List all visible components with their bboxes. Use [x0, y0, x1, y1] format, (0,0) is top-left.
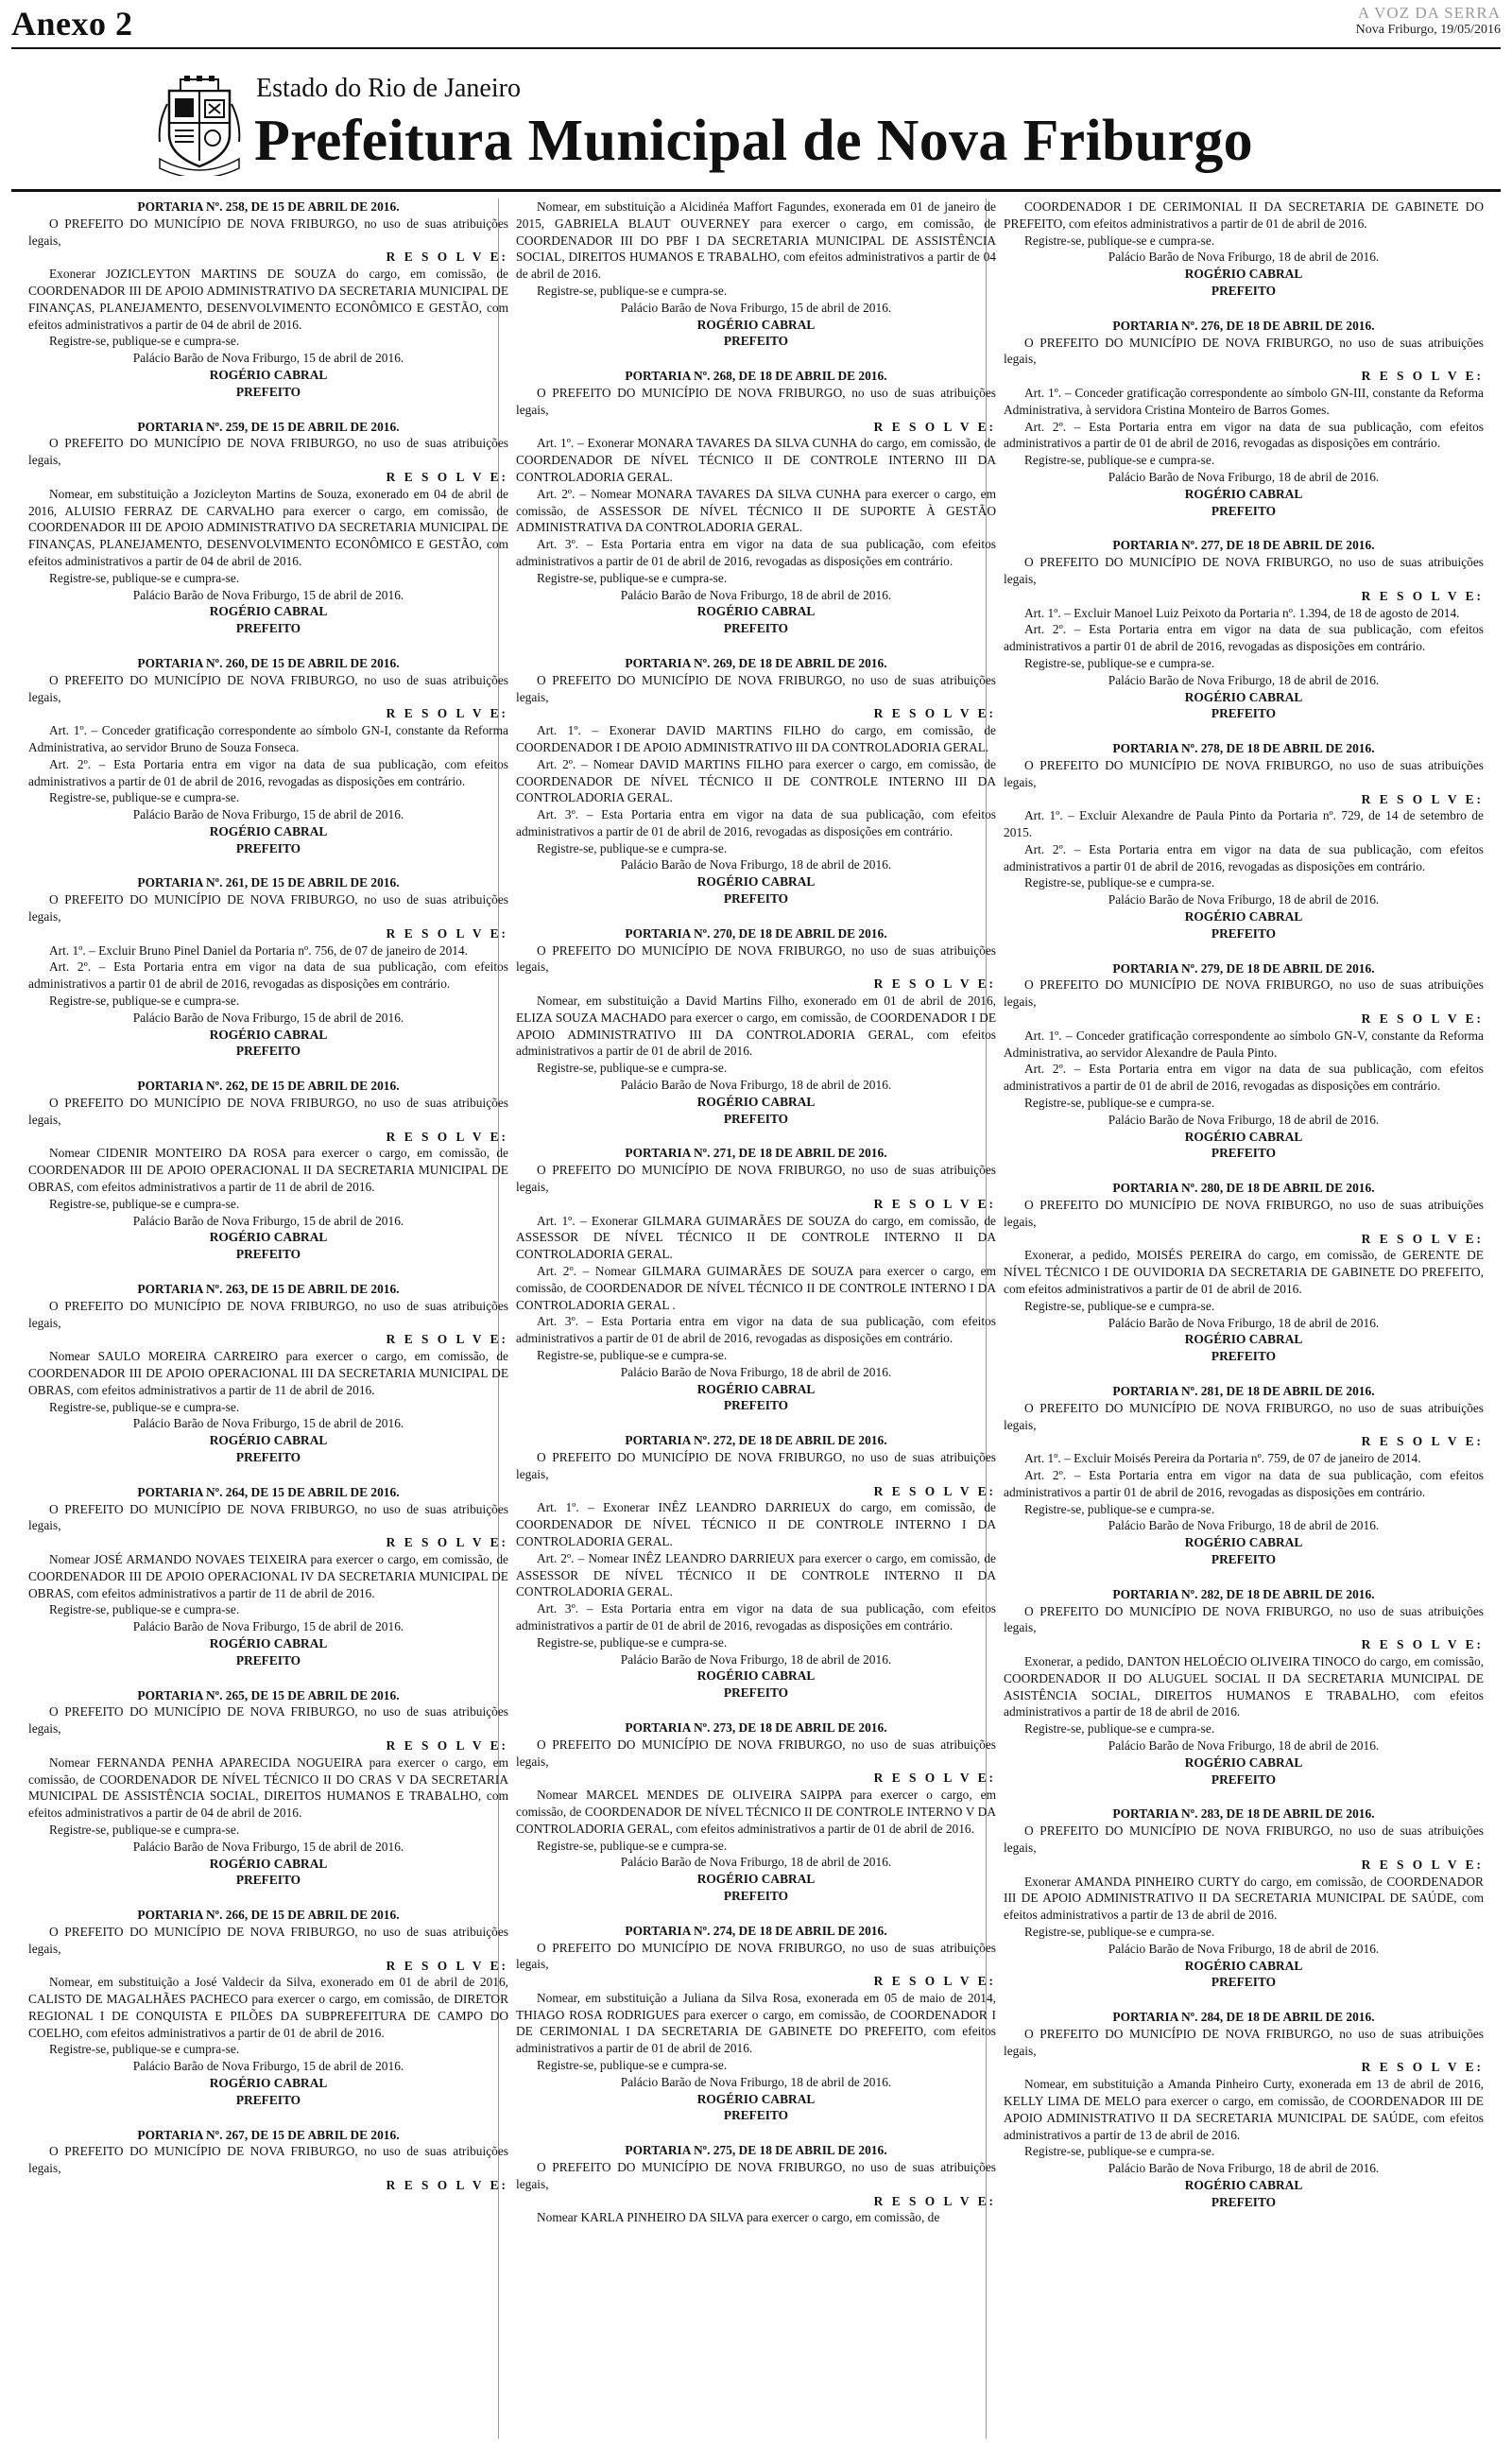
portaria-title: PORTARIA Nº. 280, DE 18 DE ABRIL DE 2016.	[1112, 1181, 1375, 1196]
signer-name: ROGÉRIO CABRAL	[1184, 909, 1303, 925]
portaria-title: PORTARIA Nº. 283, DE 18 DE ABRIL DE 2016.	[1112, 1806, 1375, 1822]
portaria-title: PORTARIA Nº. 258, DE 15 DE ABRIL DE 2016.	[137, 199, 400, 214]
portaria-entry	[1004, 1180, 1484, 1365]
portaria-article: Art. 1º. – Excluir Alexandre de Paula Pinto da Portaria nº. 729, de 14 de setembro de 2015.	[1004, 808, 1484, 840]
portaria-title: PORTARIA Nº. 260, DE 15 DE ABRIL DE 2016.	[137, 655, 400, 670]
palace-date: Palácio Barão de Nova Friburgo, 15 de abril de 2016.	[132, 1416, 404, 1431]
signer-name: ROGÉRIO CABRAL	[1184, 2178, 1303, 2193]
palace-date: Palácio Barão de Nova Friburgo, 18 de abril de 2016.	[1108, 469, 1380, 484]
page-header	[0, 0, 1512, 55]
signer-name: ROGÉRIO CABRAL	[1184, 1535, 1303, 1550]
portaria-intro: O PREFEITO DO MUNICÍPIO DE NOVA FRIBURGO, no uso de suas atribuições legais,	[1004, 1603, 1484, 1635]
resolve-heading: R E S O L V E:	[873, 976, 996, 992]
resolve-heading: R E S O L V E:	[1361, 2060, 1484, 2075]
resolve-heading: R E S O L V E:	[1361, 1011, 1484, 1027]
closing-line: Registre-se, publique-se e cumpra-se.	[49, 790, 240, 805]
portaria-entry	[1004, 2009, 1484, 2211]
portaria-article: Exonerar, a pedido, DANTON HELOÉCIO OLIVEIRA TINOCO do cargo, em comissão, COORDENADOR II DO ALUGUEL SOCIAL II DA SECRETARIA MUNICIPAL DE ASISTÊNCIA SOCIAL, DIREITOS HUMANOS E TRABALHO, com efeitos administrativos a partir de 18 de abril de 2016.	[1004, 1653, 1484, 1720]
palace-date: Palácio Barão de Nova Friburgo, 18 de abril de 2016.	[620, 857, 892, 873]
header-rule	[11, 47, 1501, 49]
closing-line: Registre-se, publique-se e cumpra-se.	[1024, 453, 1215, 468]
portaria-entry	[516, 368, 996, 637]
resolve-heading: R E S O L V E:	[873, 706, 996, 721]
portaria-intro: O PREFEITO DO MUNICÍPIO DE NOVA FRIBURGO, no uso de suas atribuições legais,	[516, 672, 996, 704]
portaria-intro: O PREFEITO DO MUNICÍPIO DE NOVA FRIBURGO, no uso de suas atribuições legais,	[516, 1163, 996, 1195]
portaria-title: PORTARIA Nº. 284, DE 18 DE ABRIL DE 2016.	[1112, 2010, 1375, 2025]
portaria-article: Art. 2º. – Nomear DAVID MARTINS FILHO para exercer o cargo, em comissão, de COORDENADOR DE NÍVEL TÉCNICO II DE CONTROLE INTERNO III DA CONTROLADORIA GERAL.	[516, 756, 996, 805]
annex-label: Anexo 2	[11, 5, 133, 43]
signer-role: PREFEITO	[235, 1873, 301, 1888]
signer-role: PREFEITO	[1211, 503, 1277, 518]
closing-line: Registre-se, publique-se e cumpra-se.	[537, 1061, 728, 1076]
resolve-heading: R E S O L V E:	[1361, 1637, 1484, 1652]
signer-role: PREFEITO	[723, 1888, 789, 1903]
signer-name: ROGÉRIO CABRAL	[209, 1027, 328, 1042]
signer-name: ROGÉRIO CABRAL	[1184, 689, 1303, 704]
portaria-entry	[1004, 1806, 1484, 1991]
closing-line: Registre-se, publique-se e cumpra-se.	[537, 1838, 728, 1853]
closing-line: Registre-se, publique-se e cumpra-se.	[537, 570, 728, 585]
portaria-article: COORDENADOR I DE CERIMONIAL II DA SECRETARIA DE GABINETE DO PREFEITO, com efeitos administrativos a partir de 01 de abril de 2016.	[1004, 199, 1484, 231]
palace-date: Palácio Barão de Nova Friburgo, 18 de abril de 2016.	[620, 1364, 892, 1379]
portaria-title: PORTARIA Nº. 272, DE 18 DE ABRIL DE 2016.	[625, 1433, 887, 1448]
resolve-heading: R E S O L V E:	[386, 1958, 508, 1973]
palace-date: Palácio Barão de Nova Friburgo, 18 de abril de 2016.	[1108, 892, 1380, 907]
portaria-title: PORTARIA Nº. 264, DE 15 DE ABRIL DE 2016.	[137, 1484, 400, 1499]
portaria-intro: O PREFEITO DO MUNICÍPIO DE NOVA FRIBURGO, no uso de suas atribuições legais,	[28, 1924, 508, 1956]
closing-line: Registre-se, publique-se e cumpra-se.	[1024, 2144, 1215, 2159]
palace-date: Palácio Barão de Nova Friburgo, 18 de abril de 2016.	[1108, 1737, 1380, 1753]
portaria-entry	[516, 1432, 996, 1702]
portaria-article: Art. 1º. – Excluir Manoel Luiz Peixoto da Portaria nº. 1.394, de 18 de agosto de 2014.	[1024, 605, 1460, 620]
signer-role: PREFEITO	[723, 1111, 789, 1126]
portaria-entry	[516, 1145, 996, 1414]
palace-date: Palácio Barão de Nova Friburgo, 15 de abril de 2016.	[132, 351, 404, 366]
closing-line: Registre-se, publique-se e cumpra-se.	[49, 2042, 240, 2057]
resolve-heading: R E S O L V E:	[1361, 1231, 1484, 1246]
resolve-heading: R E S O L V E:	[1361, 588, 1484, 603]
closing-line: Registre-se, publique-se e cumpra-se.	[1024, 1924, 1215, 1939]
coat-of-arms-icon	[156, 76, 243, 176]
portaria-article: Nomear, em substituição a Juliana da Silva Rosa, exonerada em 05 de maio de 2014, THIAGO ROSA RODRIGUES para exercer o cargo, em comissão, de COORDENADOR I DE CERIMONIAL I DA SECRETARIA DE GABINETE DO PREFEITO, com efeitos administrativos a partir de 01 de abril de 2016.	[516, 1990, 996, 2056]
portaria-intro: O PREFEITO DO MUNICÍPIO DE NOVA FRIBURGO, no uso de suas atribuições legais,	[1004, 757, 1484, 789]
closing-line: Registre-se, publique-se e cumpra-se.	[1024, 1501, 1215, 1516]
portaria-entry	[1004, 960, 1484, 1163]
closing-line: Registre-se, publique-se e cumpra-se.	[1024, 655, 1215, 670]
signer-name: ROGÉRIO CABRAL	[696, 1094, 816, 1109]
resolve-heading: R E S O L V E:	[386, 1332, 508, 1347]
signer-role: PREFEITO	[723, 2108, 789, 2123]
portaria-entry	[1004, 1586, 1484, 1789]
resolve-heading: R E S O L V E:	[873, 419, 996, 434]
resolve-heading: R E S O L V E:	[386, 250, 508, 265]
palace-date: Palácio Barão de Nova Friburgo, 18 de abril de 2016.	[1108, 1518, 1380, 1533]
portaria-article: Art. 3º. – Esta Portaria entra em vigor na data de sua publicação, com efeitos administrativos a partir de 01 de abril de 2016, revogadas as disposições em contrário.	[516, 537, 996, 568]
closing-line: Registre-se, publique-se e cumpra-se.	[49, 1196, 240, 1211]
text-column-3	[1004, 199, 1484, 2446]
portaria-article: Art. 2º. – Esta Portaria entra em vigor na data de sua publicação, com efeitos administrativos a partir de 01 de abril de 2016, revogadas as disposições em contrário.	[1004, 419, 1484, 451]
portaria-title: PORTARIA Nº. 281, DE 18 DE ABRIL DE 2016.	[1112, 1384, 1375, 1398]
palace-date: Palácio Barão de Nova Friburgo, 15 de abril de 2016.	[132, 587, 404, 602]
portaria-title: PORTARIA Nº. 270, DE 18 DE ABRIL DE 2016.	[625, 925, 887, 941]
portaria-intro: O PREFEITO DO MUNICÍPIO DE NOVA FRIBURGO, no uso de suas atribuições legais,	[28, 672, 508, 704]
portaria-article: Art. 3º. – Esta Portaria entra em vigor na data de sua publicação, com efeitos administrativos a partir de 01 de abril de 2016, revogadas as disposições em contrário.	[516, 1601, 996, 1633]
portaria-entry	[28, 419, 508, 637]
portaria-intro: O PREFEITO DO MUNICÍPIO DE NOVA FRIBURGO, no uso de suas atribuições legais,	[1004, 2026, 1484, 2058]
resolve-heading: R E S O L V E:	[386, 2178, 508, 2193]
portaria-article: Art. 1º. – Excluir Bruno Pinel Daniel da Portaria nº. 756, de 07 de janeiro de 2014.	[49, 942, 469, 958]
signer-role: PREFEITO	[235, 384, 301, 399]
resolve-heading: R E S O L V E:	[386, 925, 508, 941]
signer-name: ROGÉRIO CABRAL	[209, 2076, 328, 2091]
portaria-title: PORTARIA Nº. 262, DE 15 DE ABRIL DE 2016.	[137, 1079, 400, 1094]
signer-name: ROGÉRIO CABRAL	[696, 1668, 816, 1684]
signer-role: PREFEITO	[1211, 1771, 1277, 1787]
portaria-article: Art. 2º. – Esta Portaria entra em vigor na data de sua publicação, com efeitos administrativos a partir 01 de abril de 2016, revogadas as disposições em contrário.	[1004, 1467, 1484, 1499]
portaria-intro: O PREFEITO DO MUNICÍPIO DE NOVA FRIBURGO, no uso de suas atribuições legais,	[28, 1501, 508, 1533]
portaria-title: PORTARIA Nº. 282, DE 18 DE ABRIL DE 2016.	[1112, 1586, 1375, 1601]
palace-date: Palácio Barão de Nova Friburgo, 18 de abril de 2016.	[1108, 2161, 1380, 2176]
closing-line: Registre-se, publique-se e cumpra-se.	[1024, 1096, 1215, 1111]
portaria-title: PORTARIA Nº. 271, DE 18 DE ABRIL DE 2016.	[625, 1146, 887, 1161]
portaria-title: PORTARIA Nº. 276, DE 18 DE ABRIL DE 2016.	[1112, 318, 1375, 333]
signer-role: PREFEITO	[1211, 283, 1277, 298]
portaria-article: Art. 1º. – Exonerar DAVID MARTINS FILHO do cargo, em comissão, de COORDENADOR I DE APOIO ADMINISTRATIVO III DA CONTROLADORIA GERAL.	[516, 723, 996, 754]
signer-role: PREFEITO	[235, 1652, 301, 1668]
resolve-heading: R E S O L V E:	[386, 469, 508, 484]
portaria-intro: O PREFEITO DO MUNICÍPIO DE NOVA FRIBURGO, no uso de suas atribuições legais,	[1004, 1400, 1484, 1432]
closing-line: Registre-se, publique-se e cumpra-se.	[49, 1822, 240, 1837]
portaria-title: PORTARIA Nº. 273, DE 18 DE ABRIL DE 2016.	[625, 1720, 887, 1735]
portaria-article: Art. 1º. – Exonerar GILMARA GUIMARÃES DE SOUZA do cargo, em comissão, de ASSESSOR DE NÍVEL TÉCNICO II DE CONTROLE INTERNO II DA CONTROLADORIA GERAL.	[516, 1213, 996, 1262]
resolve-heading: R E S O L V E:	[386, 1129, 508, 1144]
signer-name: ROGÉRIO CABRAL	[209, 604, 328, 619]
portaria-entry	[516, 655, 996, 907]
portaria-title: PORTARIA Nº. 274, DE 18 DE ABRIL DE 2016.	[625, 1923, 887, 1938]
portaria-article: Exonerar, a pedido, MOISÉS PEREIRA do cargo, em comissão, de GERENTE DE NÍVEL TÉCNICO I DE OUVIDORIA DA SECRETARIA DE GABINETE DO PREFEITO, com efeitos administrativos a partir de 01 de abril de 2016.	[1004, 1248, 1484, 1297]
signer-role: PREFEITO	[235, 1449, 301, 1464]
portaria-entry	[28, 1687, 508, 1890]
portaria-entry	[28, 874, 508, 1060]
portaria-title: PORTARIA Nº. 259, DE 15 DE ABRIL DE 2016.	[137, 419, 400, 434]
closing-line: Registre-se, publique-se e cumpra-se.	[1024, 1298, 1215, 1313]
palace-date: Palácio Barão de Nova Friburgo, 18 de abril de 2016.	[620, 1651, 892, 1667]
signer-name: ROGÉRIO CABRAL	[1184, 1958, 1303, 1973]
signer-name: ROGÉRIO CABRAL	[696, 874, 816, 890]
palace-date: Palácio Barão de Nova Friburgo, 15 de abril de 2016.	[132, 1010, 404, 1025]
portaria-article: Art. 1º. – Conceder gratificação correspondente ao símbolo GN-V, constante da Reforma Administrativa, ao servidor Alexandre de Paula Pinto.	[1004, 1028, 1484, 1060]
signer-name: ROGÉRIO CABRAL	[209, 823, 328, 838]
portaria-intro: O PREFEITO DO MUNICÍPIO DE NOVA FRIBURGO, no uso de suas atribuições legais,	[1004, 555, 1484, 586]
portaria-article: Nomear KARLA PINHEIRO DA SILVA para exercer o cargo, em comissão, de	[537, 2210, 940, 2225]
palace-date: Palácio Barão de Nova Friburgo, 18 de abril de 2016.	[1108, 1315, 1380, 1330]
signer-role: PREFEITO	[723, 1398, 789, 1413]
portaria-intro: O PREFEITO DO MUNICÍPIO DE NOVA FRIBURGO, no uso de suas atribuições legais,	[516, 942, 996, 975]
portaria-article: Art. 1º. – Conceder gratificação correspondente ao símbolo GN-III, constante da Reforma Administrativa, à servidora Cristina Monteiro de Barros Gomes.	[1004, 385, 1484, 417]
signer-name: ROGÉRIO CABRAL	[1184, 267, 1303, 282]
signer-name: ROGÉRIO CABRAL	[1184, 486, 1303, 501]
portaria-article: Art. 2º. – Esta Portaria entra em vigor na data de sua publicação, com efeitos administrativos a partir de 01 de abril de 2016, revogadas as disposições em contrário.	[28, 756, 508, 788]
signer-name: ROGÉRIO CABRAL	[696, 604, 816, 619]
palace-date: Palácio Barão de Nova Friburgo, 18 de abril de 2016.	[620, 1855, 892, 1870]
signer-name: ROGÉRIO CABRAL	[209, 367, 328, 382]
portaria-intro: O PREFEITO DO MUNICÍPIO DE NOVA FRIBURGO, no uso de suas atribuições legais,	[1004, 1823, 1484, 1855]
portaria-article: Art. 1º. – Exonerar MONARA TAVARES DA SILVA CUNHA do cargo, em comissão, de COORDENADOR DE NÍVEL TÉCNICO II DE CONTROLE INTERNO III DA CONTROLADORIA GERAL.	[516, 436, 996, 484]
signer-name: ROGÉRIO CABRAL	[696, 317, 816, 332]
portaria-entry	[1004, 740, 1484, 942]
portaria-entry	[28, 1484, 508, 1669]
portaria-article: Nomear, em substituição a David Martins Filho, exonerado em 01 de abril de 2016, ELIZA SOUZA MACHADO para exercer o cargo, em comissão, de COORDENADOR I DE APOIO ADMINISTRATIVO III DA CONTROLADORIA GERAL, com efeitos administrativos a partir de 01 de abril de 2016.	[516, 994, 996, 1059]
resolve-heading: R E S O L V E:	[1361, 1434, 1484, 1449]
portaria-title: PORTARIA Nº. 266, DE 15 DE ABRIL DE 2016.	[137, 1908, 400, 1923]
closing-line: Registre-se, publique-se e cumpra-se.	[1024, 233, 1215, 248]
palace-date: Palácio Barão de Nova Friburgo, 15 de abril de 2016.	[132, 807, 404, 822]
signer-name: ROGÉRIO CABRAL	[696, 1381, 816, 1396]
portaria-article: Art. 2º. – Esta Portaria entra em vigor na data de sua publicação, com efeitos administrativos a partir 01 de abril de 2016, revogadas as disposições em contrário.	[1004, 841, 1484, 873]
signer-role: PREFEITO	[235, 1247, 301, 1262]
closing-line: Registre-se, publique-se e cumpra-se.	[537, 840, 728, 855]
signer-role: PREFEITO	[1211, 706, 1277, 721]
closing-line: Registre-se, publique-se e cumpra-se.	[1024, 875, 1215, 890]
palace-date: Palácio Barão de Nova Friburgo, 15 de abril de 2016.	[132, 2059, 404, 2074]
newspaper-date: Nova Friburgo, 19/05/2016	[1355, 23, 1501, 37]
portaria-entry	[28, 1078, 508, 1263]
portaria-intro: O PREFEITO DO MUNICÍPIO DE NOVA FRIBURGO, no uso de suas atribuições legais,	[28, 892, 508, 925]
signer-role: PREFEITO	[723, 334, 789, 349]
portaria-title: PORTARIA Nº. 279, DE 18 DE ABRIL DE 2016.	[1112, 960, 1375, 976]
portaria-article: Nomear, em substituição a Amanda Pinheiro Curty, exonerada em 13 de abril de 2016, KELLY LIMA DE MELO para exercer o cargo, em comissão, de COORDENADOR III DE APOIO ADMINISTRATIVO II DA SECRETARIA MUNICIPAL DE SAÚDE, com efeitos administrativos a partir de 13 de abril de 2016.	[1004, 2077, 1484, 2142]
resolve-heading: R E S O L V E:	[386, 1535, 508, 1550]
palace-date: Palácio Barão de Nova Friburgo, 18 de abril de 2016.	[620, 2074, 892, 2089]
signer-name: ROGÉRIO CABRAL	[696, 2091, 816, 2106]
portaria-article: Art. 2º. – Nomear INÊZ LEANDRO DARRIEUX para exercer o cargo, em comissão, de ASSESSOR DE NÍVEL TÉCNICO II DE CONTROLE INTERNO II DA CONTROLADORIA GERAL.	[516, 1550, 996, 1599]
portaria-article: Art. 2º. – Nomear MONARA TAVARES DA SILVA CUNHA para exercer o cargo, em comissão, de ASSESSOR DE NÍVEL TÉCNICO II DE SUPORTE À GESTÃO ADMINISTRATIVA DA CONTROLADORIA GERAL.	[516, 486, 996, 535]
portaria-intro: O PREFEITO DO MUNICÍPIO DE NOVA FRIBURGO, no uso de suas atribuições legais,	[1004, 977, 1484, 1010]
closing-line: Registre-se, publique-se e cumpra-se.	[49, 1602, 240, 1617]
signer-name: ROGÉRIO CABRAL	[209, 1230, 328, 1245]
closing-line: Registre-se, publique-se e cumpra-se.	[49, 994, 240, 1009]
signer-name: ROGÉRIO CABRAL	[1184, 1754, 1303, 1770]
portaria-intro: O PREFEITO DO MUNICÍPIO DE NOVA FRIBURGO, no uso de suas atribuições legais,	[1004, 1198, 1484, 1229]
portaria-article: Nomear JOSÉ ARMANDO NOVAES TEIXEIRA para exercer o cargo, em comissão, de COORDENADOR III DE APOIO OPERACIONAL IV DA SECRETARIA MUNICIPAL DE OBRAS, com efeitos administrativos a partir de 11 de abril de 2016.	[28, 1551, 508, 1600]
resolve-heading: R E S O L V E:	[386, 1737, 508, 1753]
portaria-article: Nomear, em substituição a Alcidinéa Maffort Fagundes, exonerada em 01 de janeiro de 2015, GABRIELA BLAUT OUVERNEY para exercer o cargo, em comissão, de COORDENADOR III DO PBF I DA SECRETARIA MUNICIPAL DE ASSISTÊNCIA SOCIAL, DIREITOS HUMANOS E TRABALHO, com efeitos administrativos a partir de 04 de abril de 2016.	[516, 199, 996, 282]
portaria-entry	[1004, 199, 1484, 300]
portaria-intro: O PREFEITO DO MUNICÍPIO DE NOVA FRIBURGO, no uso de suas atribuições legais,	[516, 1737, 996, 1769]
portaria-article: Art. 1º. – Excluir Moisés Pereira da Portaria nº. 759, de 07 de janeiro de 2014.	[1024, 1451, 1421, 1466]
signer-name: ROGÉRIO CABRAL	[696, 1872, 816, 1887]
portaria-entry	[516, 1720, 996, 1905]
portaria-article: Art. 3º. – Esta Portaria entra em vigor na data de sua publicação, com efeitos administrativos a partir de 01 de abril de 2016, revogadas as disposições em contrário.	[516, 807, 996, 838]
signer-name: ROGÉRIO CABRAL	[209, 1856, 328, 1871]
portaria-article: Art. 1º. – Conceder gratificação correspondente ao símbolo GN-I, constante da Reforma Administrativa, ao servidor Bruno de Souza Fonseca.	[28, 723, 508, 754]
portaria-intro: O PREFEITO DO MUNICÍPIO DE NOVA FRIBURGO, no uso de suas atribuições legais,	[28, 1704, 508, 1737]
palace-date: Palácio Barão de Nova Friburgo, 15 de abril de 2016.	[132, 1213, 404, 1228]
closing-line: Registre-se, publique-se e cumpra-se.	[537, 1348, 728, 1362]
portaria-article: Art. 2º. – Esta Portaria entra em vigor na data de sua publicação, com efeitos administrativos a partir 01 de abril de 2016, revogadas as disposições em contrário.	[28, 959, 508, 992]
portaria-intro: O PREFEITO DO MUNICÍPIO DE NOVA FRIBURGO, no uso de suas atribuições legais,	[516, 2160, 996, 2191]
palace-date: Palácio Barão de Nova Friburgo, 15 de abril de 2016.	[132, 1839, 404, 1854]
masthead-rule	[11, 189, 1501, 192]
portaria-intro: O PREFEITO DO MUNICÍPIO DE NOVA FRIBURGO, no uso de suas atribuições legais,	[28, 216, 508, 248]
portaria-intro: O PREFEITO DO MUNICÍPIO DE NOVA FRIBURGO, no uso de suas atribuições legais,	[516, 1449, 996, 1481]
portaria-article: Nomear, em substituição a Jozicleyton Martins de Souza, exonerado em 04 de abril de 2016, ALUISIO FERRAZ DE CARVALHO para exercer o cargo, em comissão, de COORDENADOR III DE APOIO ADMINISTRATIVO DA SECRETARIA MUNICIPAL DE FINANÇAS, PLANEJAMENTO, DESENVOLVIMENTO ECONÔMICO E GESTÃO, com efeitos administrativos a partir de 04 de abril de 2016.	[28, 486, 508, 568]
prefecture-title: Prefeitura Municipal de Nova Friburgo	[254, 109, 1253, 173]
signer-name: ROGÉRIO CABRAL	[209, 1433, 328, 1448]
portaria-entry	[1004, 1383, 1484, 1568]
newspaper-info	[1356, 4, 1501, 38]
masthead	[156, 68, 1356, 181]
signer-role: PREFEITO	[1211, 1975, 1277, 1990]
portaria-article: Art. 3º. – Esta Portaria entra em vigor na data de sua publicação, com efeitos administrativos a partir de 01 de abril de 2016, revogadas as disposições em contrário.	[516, 1314, 996, 1346]
portaria-entry	[28, 1281, 508, 1466]
signer-name: ROGÉRIO CABRAL	[209, 1635, 328, 1650]
signer-role: PREFEITO	[1211, 1551, 1277, 1566]
portaria-article: Nomear SAULO MOREIRA CARREIRO para exercer o cargo, em comissão, de COORDENADOR III DE APOIO OPERACIONAL III DA SECRETARIA MUNICIPAL DE OBRAS, com efeitos administrativos a partir de 11 de abril de 2016.	[28, 1349, 508, 1397]
portaria-entry	[516, 925, 996, 1128]
resolve-heading: R E S O L V E:	[1361, 791, 1484, 806]
portaria-intro: O PREFEITO DO MUNICÍPIO DE NOVA FRIBURGO, no uso de suas atribuições legais,	[516, 385, 996, 417]
signer-role: PREFEITO	[1211, 1349, 1277, 1364]
closing-line: Registre-se, publique-se e cumpra-se.	[49, 334, 240, 349]
portaria-entry	[516, 2142, 996, 2226]
resolve-heading: R E S O L V E:	[873, 1483, 996, 1498]
portaria-article: Art. 1º. – Exonerar INÊZ LEANDRO DARRIEUX do cargo, em comissão, de COORDENADOR DE NÍVEL TÉCNICO II DE CONTROLE INTERNO I DA CONTROLADORIA GERAL.	[516, 1500, 996, 1548]
portaria-article: Art. 2º. – Esta Portaria entra em vigor na data de sua publicação, com efeitos administrativos a partir de 01 de abril de 2016, revogadas as disposições em contrário.	[1004, 1062, 1484, 1094]
portaria-title: PORTARIA Nº. 277, DE 18 DE ABRIL DE 2016.	[1112, 538, 1375, 553]
portaria-intro: O PREFEITO DO MUNICÍPIO DE NOVA FRIBURGO, no uso de suas atribuições legais,	[516, 1940, 996, 1972]
signer-role: PREFEITO	[235, 621, 301, 636]
resolve-heading: R E S O L V E:	[1361, 1857, 1484, 1872]
closing-line: Registre-se, publique-se e cumpra-se.	[537, 1634, 728, 1650]
closing-line: Registre-se, publique-se e cumpra-se.	[49, 1399, 240, 1414]
palace-date: Palácio Barão de Nova Friburgo, 18 de abril de 2016.	[1108, 1941, 1380, 1956]
portaria-entry	[28, 655, 508, 857]
resolve-heading: R E S O L V E:	[873, 1771, 996, 1786]
portaria-entry	[1004, 318, 1484, 520]
portaria-intro: O PREFEITO DO MUNICÍPIO DE NOVA FRIBURGO, no uso de suas atribuições legais,	[28, 1298, 508, 1330]
signer-role: PREFEITO	[1211, 2194, 1277, 2209]
portaria-entry	[516, 1923, 996, 2125]
text-column-1	[28, 199, 508, 2446]
portaria-entry	[516, 199, 996, 350]
portaria-article: Exonerar AMANDA PINHEIRO CURTY do cargo, em comissão, de COORDENADOR III DE APOIO ADMINISTRATIVO II DA SECRETARIA MUNICIPAL DE SAÚDE, com efeitos administrativos a partir de 13 de abril de 2016.	[1004, 1874, 1484, 1923]
resolve-heading: R E S O L V E:	[873, 2193, 996, 2208]
palace-date: Palácio Barão de Nova Friburgo, 18 de abril de 2016.	[1108, 250, 1380, 265]
portaria-title: PORTARIA Nº. 269, DE 18 DE ABRIL DE 2016.	[625, 655, 887, 670]
palace-date: Palácio Barão de Nova Friburgo, 15 de abril de 2016.	[132, 1619, 404, 1634]
signer-role: PREFEITO	[1211, 925, 1277, 941]
signer-role: PREFEITO	[235, 840, 301, 855]
closing-line: Registre-se, publique-se e cumpra-se.	[1024, 1721, 1215, 1737]
text-column-2	[516, 199, 996, 2446]
portaria-title: PORTARIA Nº. 275, DE 18 DE ABRIL DE 2016.	[625, 2143, 887, 2158]
newspaper-name: A VOZ DA SERRA	[1357, 4, 1501, 22]
palace-date: Palácio Barão de Nova Friburgo, 18 de abril de 2016.	[620, 1078, 892, 1093]
portaria-title: PORTARIA Nº. 261, DE 15 DE ABRIL DE 2016.	[137, 875, 400, 890]
portaria-title: PORTARIA Nº. 268, DE 18 DE ABRIL DE 2016.	[625, 369, 887, 384]
resolve-heading: R E S O L V E:	[1361, 369, 1484, 384]
palace-date: Palácio Barão de Nova Friburgo, 18 de abril de 2016.	[1108, 672, 1380, 687]
portaria-entry	[1004, 537, 1484, 722]
closing-line: Registre-se, publique-se e cumpra-se.	[49, 570, 240, 585]
palace-date: Palácio Barão de Nova Friburgo, 18 de abril de 2016.	[620, 587, 892, 602]
signer-name: ROGÉRIO CABRAL	[1184, 1129, 1303, 1144]
portaria-article: Nomear, em substituição a José Valdecir da Silva, exonerado em 01 de abril de 2016, CALISTO DE MAGALHÃES PACHECO para exercer o cargo, em comissão, de DIRETOR REGIONAL I DE CONQUISTA E PILÕES DA SUBPREFEITURA DE CAMPO DO COELHO, com efeitos administrativos a partir de 01 de abril de 2016.	[28, 1975, 508, 2040]
portaria-intro: O PREFEITO DO MUNICÍPIO DE NOVA FRIBURGO, no uso de suas atribuições legais,	[28, 436, 508, 468]
portaria-title: PORTARIA Nº. 265, DE 15 DE ABRIL DE 2016.	[137, 1687, 400, 1702]
portaria-entry	[28, 2127, 508, 2194]
portaria-title: PORTARIA Nº. 267, DE 15 DE ABRIL DE 2016.	[137, 2127, 400, 2142]
resolve-heading: R E S O L V E:	[386, 706, 508, 721]
signer-role: PREFEITO	[1211, 1146, 1277, 1161]
portaria-intro: O PREFEITO DO MUNICÍPIO DE NOVA FRIBURGO, no uso de suas atribuições legais,	[28, 1096, 508, 1127]
portaria-title: PORTARIA Nº. 278, DE 18 DE ABRIL DE 2016.	[1112, 741, 1375, 756]
portaria-entry	[28, 1907, 508, 2109]
portaria-article: Nomear MARCEL MENDES DE OLIVEIRA SAIPPA para exercer o cargo, em comissão, de COORDENADOR DE NÍVEL TÉCNICO II DE CONTROLE INTERNO V DA CONTROLADORIA GERAL, com efeitos administrativos a partir de 01 de abril de 2016.	[516, 1788, 996, 1836]
portaria-intro: O PREFEITO DO MUNICÍPIO DE NOVA FRIBURGO, no uso de suas atribuições legais,	[1004, 335, 1484, 367]
portaria-article: Nomear CIDENIR MONTEIRO DA ROSA para exercer o cargo, em comissão, de COORDENADOR III DE APOIO OPERACIONAL II DA SECRETARIA MUNICIPAL DE OBRAS, com efeitos administrativos a partir de 11 de abril de 2016.	[28, 1146, 508, 1195]
portaria-title: PORTARIA Nº. 263, DE 15 DE ABRIL DE 2016.	[137, 1282, 400, 1297]
resolve-heading: R E S O L V E:	[873, 1196, 996, 1211]
palace-date: Palácio Barão de Nova Friburgo, 15 de abril de 2016.	[620, 300, 892, 315]
signer-role: PREFEITO	[723, 621, 789, 636]
portaria-intro: O PREFEITO DO MUNICÍPIO DE NOVA FRIBURGO, no uso de suas atribuições legais,	[28, 2144, 508, 2176]
portaria-article: Art. 2º. – Esta Portaria entra em vigor na data de sua publicação, com efeitos administrativos a partir 01 de abril de 2016, revogadas as disposições em contrário.	[1004, 622, 1484, 654]
palace-date: Palácio Barão de Nova Friburgo, 18 de abril de 2016.	[1108, 1112, 1380, 1127]
portaria-article: Exonerar JOZICLEYTON MARTINS DE SOUZA do cargo, em comissão, de COORDENADOR III DE APOIO ADMINISTRATIVO DA SECRETARIA MUNICIPAL DE FINANÇAS, PLANEJAMENTO, DESENVOLVIMENTO ECONÔMICO E GESTÃO, com efeitos administrativos a partir de 04 de abril de 2016.	[28, 267, 508, 332]
signer-role: PREFEITO	[723, 1685, 789, 1701]
portaria-article: Nomear FERNANDA PENHA APARECIDA NOGUEIRA para exercer o cargo, em comissão, de COORDENADOR DE NÍVEL TÉCNICO II DO CRAS V DA SECRETARIA MUNICIPAL DE ASSISTÊNCIA SOCIAL, DIREITOS HUMANOS E TRABALHO, com efeitos administrativos a partir de 04 de abril de 2016.	[28, 1754, 508, 1821]
portaria-article: Art. 2º. – Nomear GILMARA GUIMARÃES DE SOUZA para exercer o cargo, em comissão, de COORDENADOR DE NÍVEL TÉCNICO II DE CONTROLE INTERNO I DA CONTROLADORIA GERAL .	[516, 1264, 996, 1312]
signer-role: PREFEITO	[235, 1044, 301, 1059]
state-name: Estado do Rio de Janeiro	[256, 74, 521, 103]
closing-line: Registre-se, publique-se e cumpra-se.	[537, 283, 728, 298]
signer-role: PREFEITO	[723, 891, 789, 907]
portaria-entry	[28, 199, 508, 401]
signer-role: PREFEITO	[235, 2092, 301, 2107]
resolve-heading: R E S O L V E:	[873, 1974, 996, 1989]
closing-line: Registre-se, publique-se e cumpra-se.	[537, 2058, 728, 2073]
signer-name: ROGÉRIO CABRAL	[1184, 1332, 1303, 1347]
